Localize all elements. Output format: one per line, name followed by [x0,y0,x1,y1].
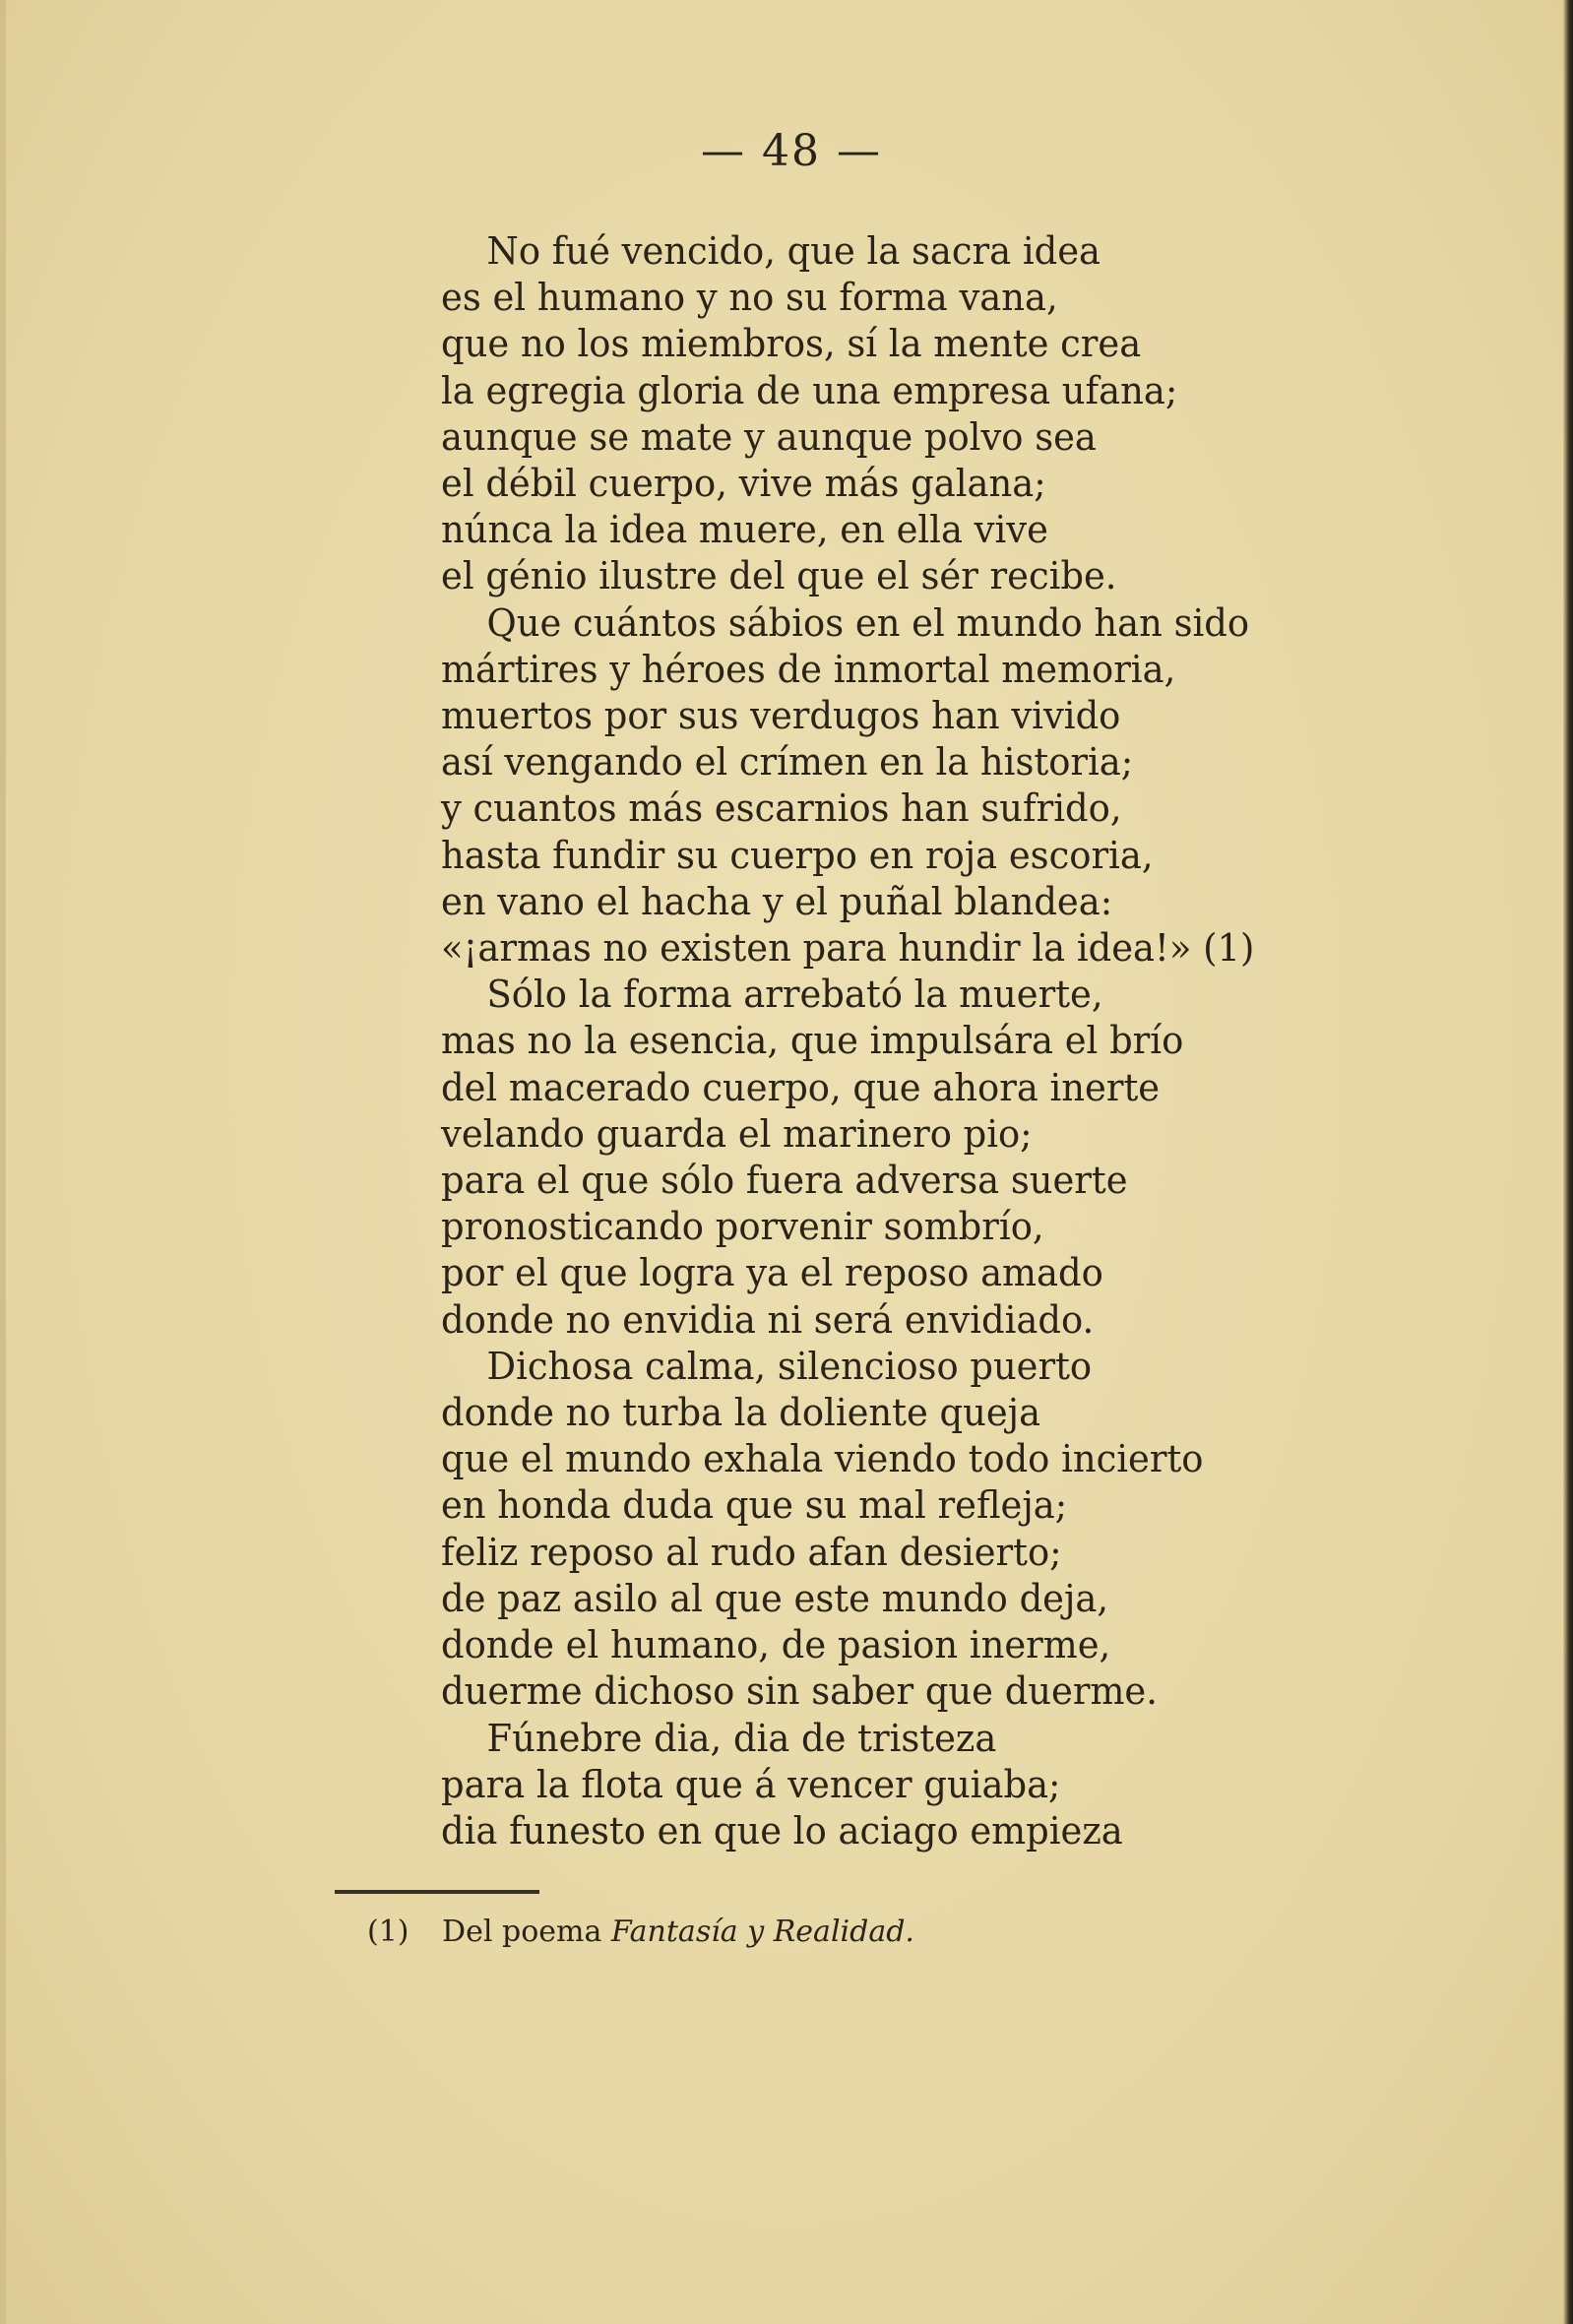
poem-line: del macerado cuerpo, que ahora inerte [441,1065,1161,1109]
poem-line: el génio ilustre del que el sér recibe. [441,554,1117,598]
page-number: — 48 — [701,126,882,176]
poem-line: Sólo la forma arrebató la muerte, [486,973,1103,1017]
poem-line: feliz reposo al rudo afan desierto; [441,1530,1062,1574]
poem-line: velando guarda el marinero pio; [441,1111,1033,1156]
poem-line: Fúnebre dia, dia de tristeza [486,1716,997,1760]
poem-line: que no los miembros, sí la mente crea [441,322,1142,366]
poem-line: y cuantos más escarnios han sufrido, [441,786,1122,831]
poem-line: mas no la esencia, que impulsára el brío [441,1019,1184,1063]
poem-line: por el que logra ya el reposo amado [441,1251,1103,1295]
poem-line: duerme dichoso sin saber que duerme. [441,1669,1158,1714]
poem-line: dia funesto en que lo aciago empieza [441,1808,1123,1853]
poem-body [441,228,1425,1854]
poem-line: donde el humano, de pasion inerme, [441,1623,1111,1667]
page-edge-left [0,0,6,2324]
footnote-title: Fantasía y Realidad. [610,1915,914,1949]
poem-line: es el humano y no su forma vana, [441,276,1058,320]
poem-line: donde no envidia ni será envidiado. [441,1297,1095,1342]
poem-line: mártires y héroes de inmortal memoria, [441,647,1176,691]
footnote-prefix: Del poema [442,1915,602,1949]
poem-line: hasta fundir su cuerpo en roja escoria, [441,833,1154,877]
poem-line: «¡armas no existen para hundir la idea!» (1) [441,926,1255,971]
poem-line: Que cuántos sábios en el mundo han sido [486,600,1250,645]
page-edge-right [1563,0,1573,2324]
poem-line: núnca la idea muere, en ella vive [441,508,1048,552]
footnote-mark: (1) [367,1915,409,1949]
poem-line: así vengando el crímen en la historia; [441,740,1134,785]
poem-line: en vano el hacha y el puñal blandea: [441,879,1113,923]
poem-line: en honda duda que su mal refleja; [441,1483,1068,1528]
poem-line: aunque se mate y aunque polvo sea [441,414,1097,459]
poem-line: pronosticando porvenir sombrío, [441,1205,1044,1249]
footnote-rule [335,1890,539,1894]
footnote [367,1915,914,1949]
poem-line: para el que sólo fuera adversa suerte [441,1159,1128,1203]
poem-line: el débil cuerpo, vive más galana; [441,462,1046,506]
poem-line: la egregia gloria de una empresa ufana; [441,368,1178,412]
poem-line: de paz asilo al que este mundo deja, [441,1576,1109,1620]
poem-line: que el mundo exhala viendo todo incierto [441,1437,1204,1481]
poem-line: Dichosa calma, silencioso puerto [486,1344,1093,1388]
poem-line: No fué vencido, que la sacra idea [486,229,1101,273]
poem-line: para la flota que á vencer guiaba; [441,1762,1061,1806]
poem-line: muertos por sus verdugos han vivido [441,694,1121,738]
poem-line: donde no turba la doliente queja [441,1391,1041,1435]
